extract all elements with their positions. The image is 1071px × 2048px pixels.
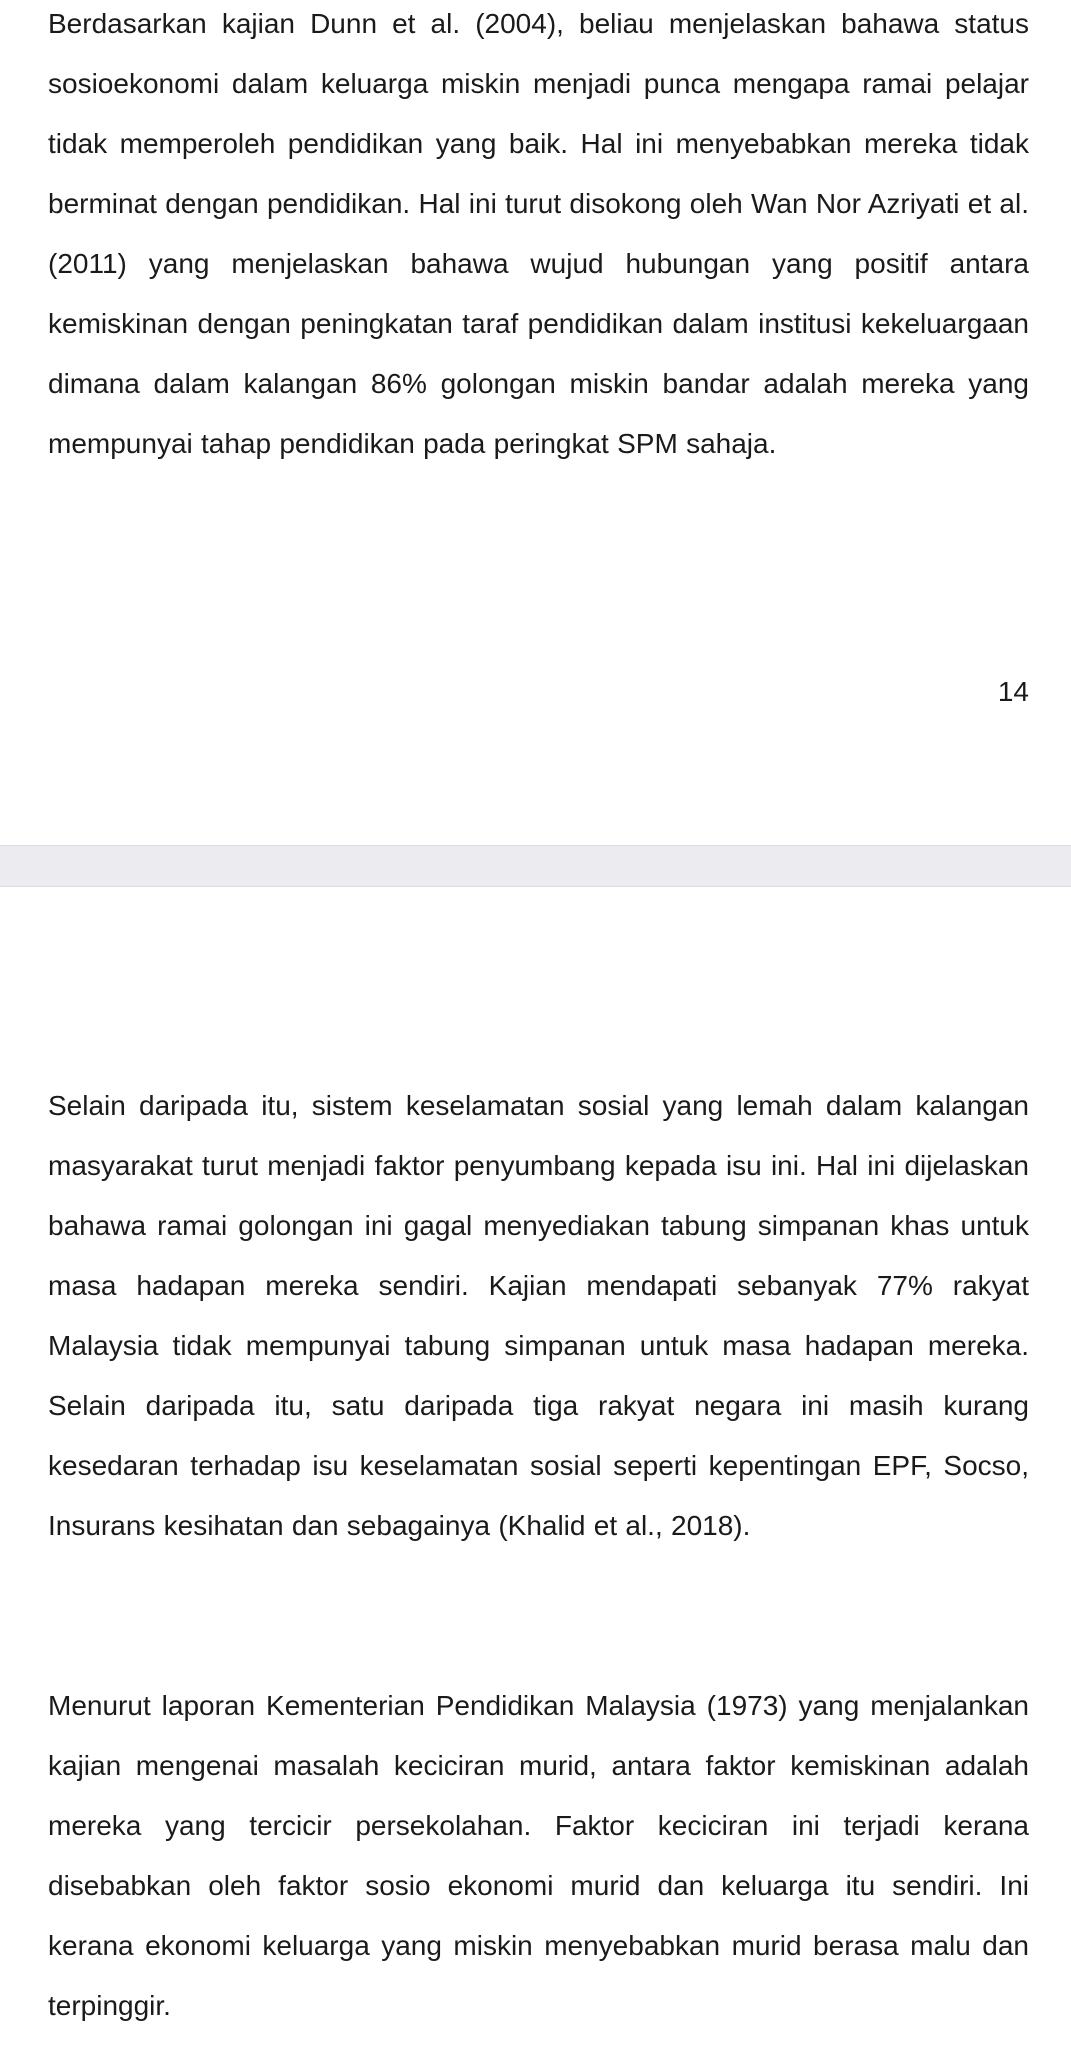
page-number: 14 bbox=[997, 676, 1029, 707]
paragraph-socioeconomic-status: Berdasarkan kajian Dunn et al. (2004), beliau menjelaskan bahawa status sosioekonomi dalam keluarga miskin menjadi punca mengapa ramai pelajar tidak memperoleh pendidikan yang baik. Hal ini menyebabkan mereka tidak berminat dengan pendidikan. Hal ini turut disokong oleh Wan Nor Azriyati et al. (2011) yang menjelaskan bahawa wujud hubungan yang positif antara kemiskinan dengan peningkatan taraf pendidikan dalam institusi kekeluargaan dimana dalam kalangan 86% golongan miskin bandar adalah mereka yang mempunyai tahap pendidikan pada peringkat SPM sahaja. bbox=[48, 8, 1029, 459]
paragraph-ministry-report: Menurut laporan Kementerian Pendidikan Malaysia (1973) yang menjalankan kajian mengenai masalah keciciran murid, antara faktor kemiskinan adalah mereka yang tercicir persekolahan. Faktor keciciran ini terjadi kerana disebabkan oleh faktor sosio ekonomi murid dan keluarga itu sendiri. Ini kerana ekonomi keluarga yang miskin menyebabkan murid berasa malu dan terpinggir. bbox=[48, 1690, 1029, 2021]
page-separator bbox=[0, 845, 1071, 887]
paragraph-social-security: Selain daripada itu, sistem keselamatan sosial yang lemah dalam kalangan masyarakat turut menjadi faktor penyumbang kepada isu ini. Hal ini dijelaskan bahawa ramai golongan ini gagal menyediakan tabung simpanan khas untuk masa hadapan mereka sendiri. Kajian mendapati sebanyak 77% rakyat Malaysia tidak mempunyai tabung simpanan untuk masa hadapan mereka. Selain daripada itu, satu daripada tiga rakyat negara ini masih kurang kesedaran terhadap isu keselamatan sosial seperti kepentingan EPF, Socso, Insurans kesihatan dan sebagainya (Khalid et al., 2018). bbox=[48, 1090, 1029, 1541]
document-page-top bbox=[0, 0, 1071, 845]
